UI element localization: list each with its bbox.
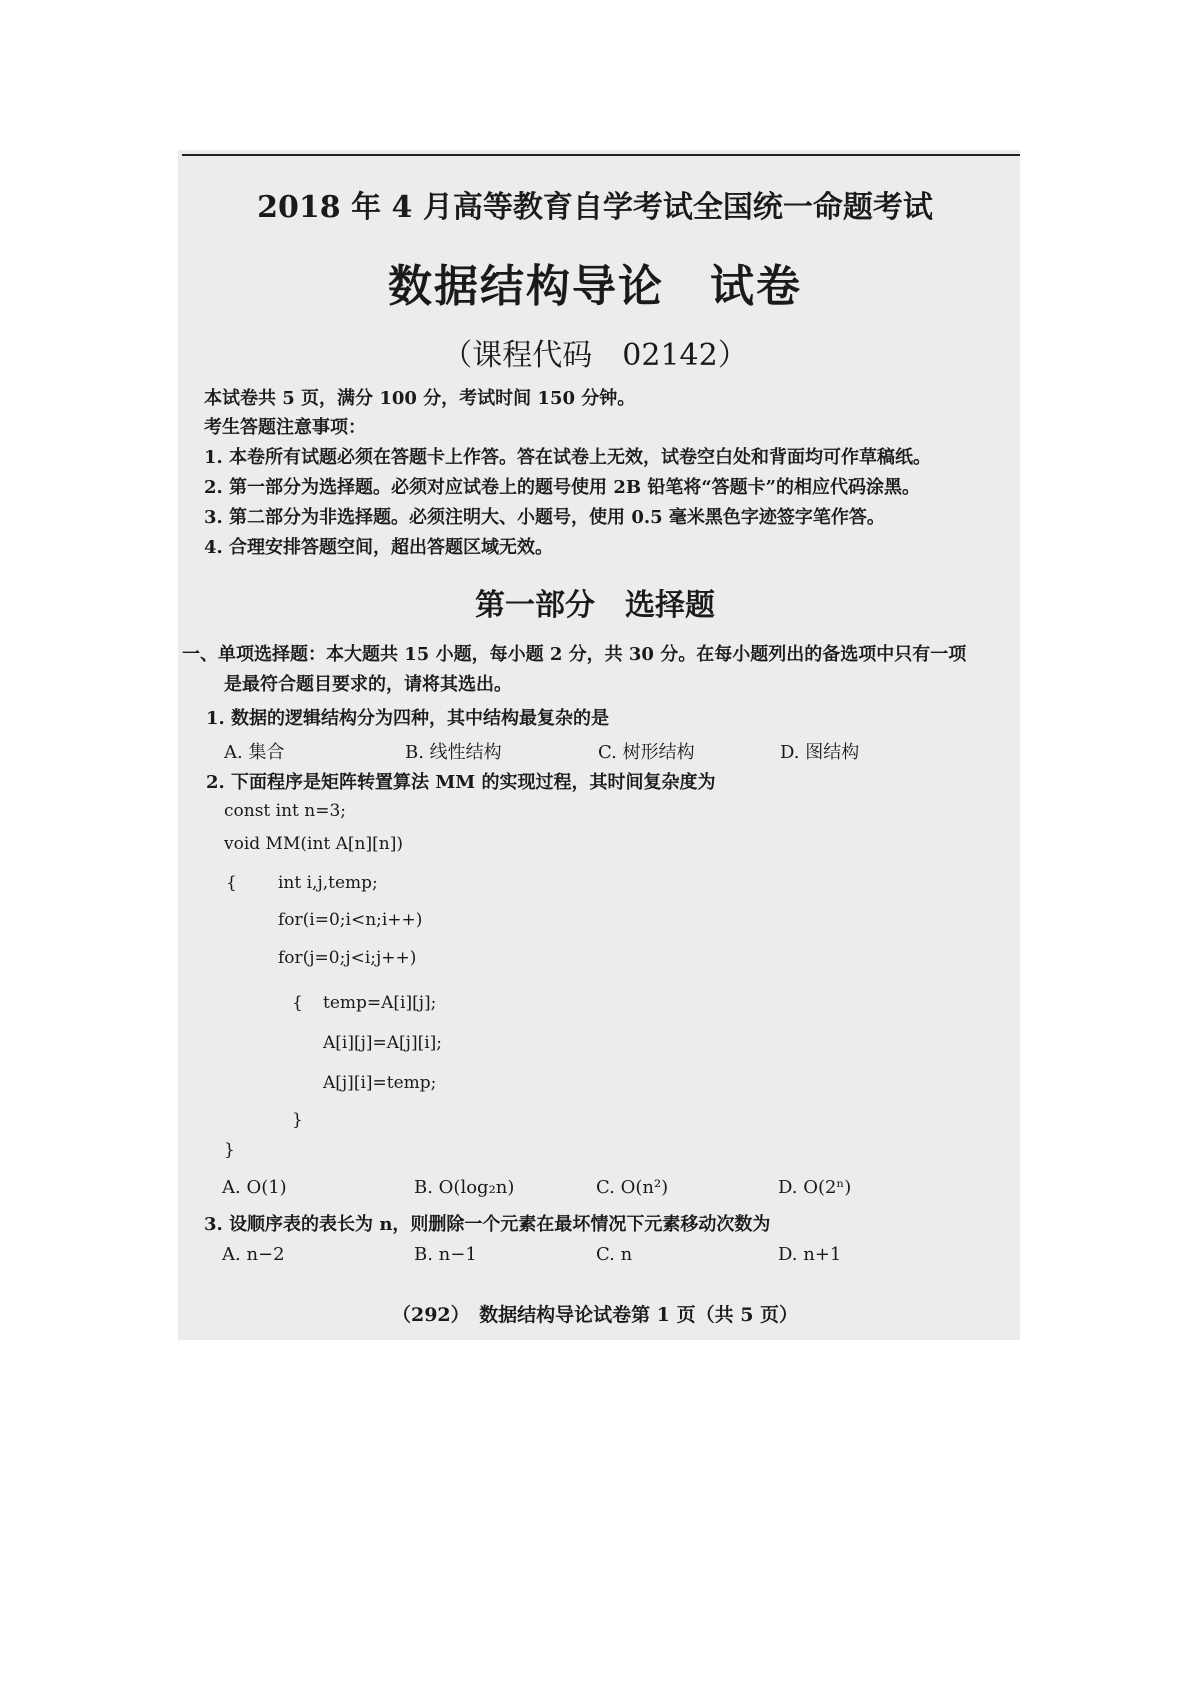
- q1-option-d: D. 图结构: [780, 742, 860, 763]
- notice-item: 1. 本卷所有试题必须在答题卡上作答。答在试卷上无效，试卷空白处和背面均可作草稿纸。: [204, 447, 932, 468]
- code-line: for(i=0;i<n;i++): [278, 910, 423, 930]
- paper-title: 数据结构导论 试卷: [388, 261, 802, 312]
- code-line: A[i][j]=A[j][i];: [323, 1033, 442, 1053]
- q1-option-a: A. 集合: [224, 742, 285, 763]
- page-footer: （292） 数据结构导论试卷第 1 页（共 5 页）: [391, 1304, 799, 1326]
- code-line: int i,j,temp;: [278, 873, 378, 893]
- q2-option-d: D. O(2ⁿ): [778, 1177, 852, 1198]
- code-line: }: [292, 1110, 303, 1130]
- section-heading: 一、单项选择题：本大题共 15 小题，每小题 2 分，共 30 分。在每小题列出的备选项中只有一项: [182, 644, 967, 665]
- exam-title: 2018 年 4 月高等教育自学考试全国统一命题考试: [257, 190, 933, 225]
- top-rule: [182, 154, 1020, 156]
- q3-option-a: A. n−2: [222, 1244, 285, 1265]
- q2-stem: 2. 下面程序是矩阵转置算法 MM 的实现过程，其时间复杂度为: [206, 772, 716, 793]
- q3-option-c: C. n: [596, 1244, 633, 1265]
- q1-stem: 1. 数据的逻辑结构分为四种，其中结构最复杂的是: [206, 708, 610, 729]
- code-line: for(j=0;j<i;j++): [278, 948, 417, 968]
- q2-option-c: C. O(n²): [596, 1177, 669, 1198]
- code-line: temp=A[i][j];: [323, 993, 437, 1013]
- q2-option-a: A. O(1): [222, 1177, 287, 1198]
- q2-option-b: B. O(log₂n): [414, 1177, 515, 1198]
- q1-option-b: B. 线性结构: [405, 742, 502, 763]
- q3-stem: 3. 设顺序表的表长为 n，则删除一个元素在最坏情况下元素移动次数为: [204, 1214, 771, 1235]
- section-heading-cont: 是最符合题目要求的，请将其选出。: [224, 674, 512, 695]
- notice-item: 3. 第二部分为非选择题。必须注明大、小题号，使用 0.5 毫米黑色字迹签字笔作答。: [204, 507, 885, 528]
- code-line: void MM(int A[n][n]): [224, 834, 403, 854]
- part1-title: 第一部分 选择题: [475, 588, 715, 623]
- code-line: {: [292, 993, 303, 1013]
- notice-heading: 考生答题注意事项：: [204, 417, 366, 438]
- code-line: const int n=3;: [224, 801, 347, 821]
- code-line: }: [224, 1140, 235, 1160]
- q1-option-c: C. 树形结构: [598, 742, 695, 763]
- notice-item: 4. 合理安排答题空间，超出答题区域无效。: [204, 537, 554, 558]
- code-line: A[j][i]=temp;: [323, 1073, 437, 1093]
- q3-option-b: B. n−1: [414, 1244, 477, 1265]
- intro-text: 本试卷共 5 页，满分 100 分，考试时间 150 分钟。: [204, 388, 636, 409]
- course-code: （课程代码 02142）: [442, 338, 748, 373]
- code-line: {: [226, 873, 237, 893]
- q3-option-d: D. n+1: [778, 1244, 842, 1265]
- notice-item: 2. 第一部分为选择题。必须对应试卷上的题号使用 2B 铅笔将“答题卡”的相应代码涂黑。: [204, 477, 921, 498]
